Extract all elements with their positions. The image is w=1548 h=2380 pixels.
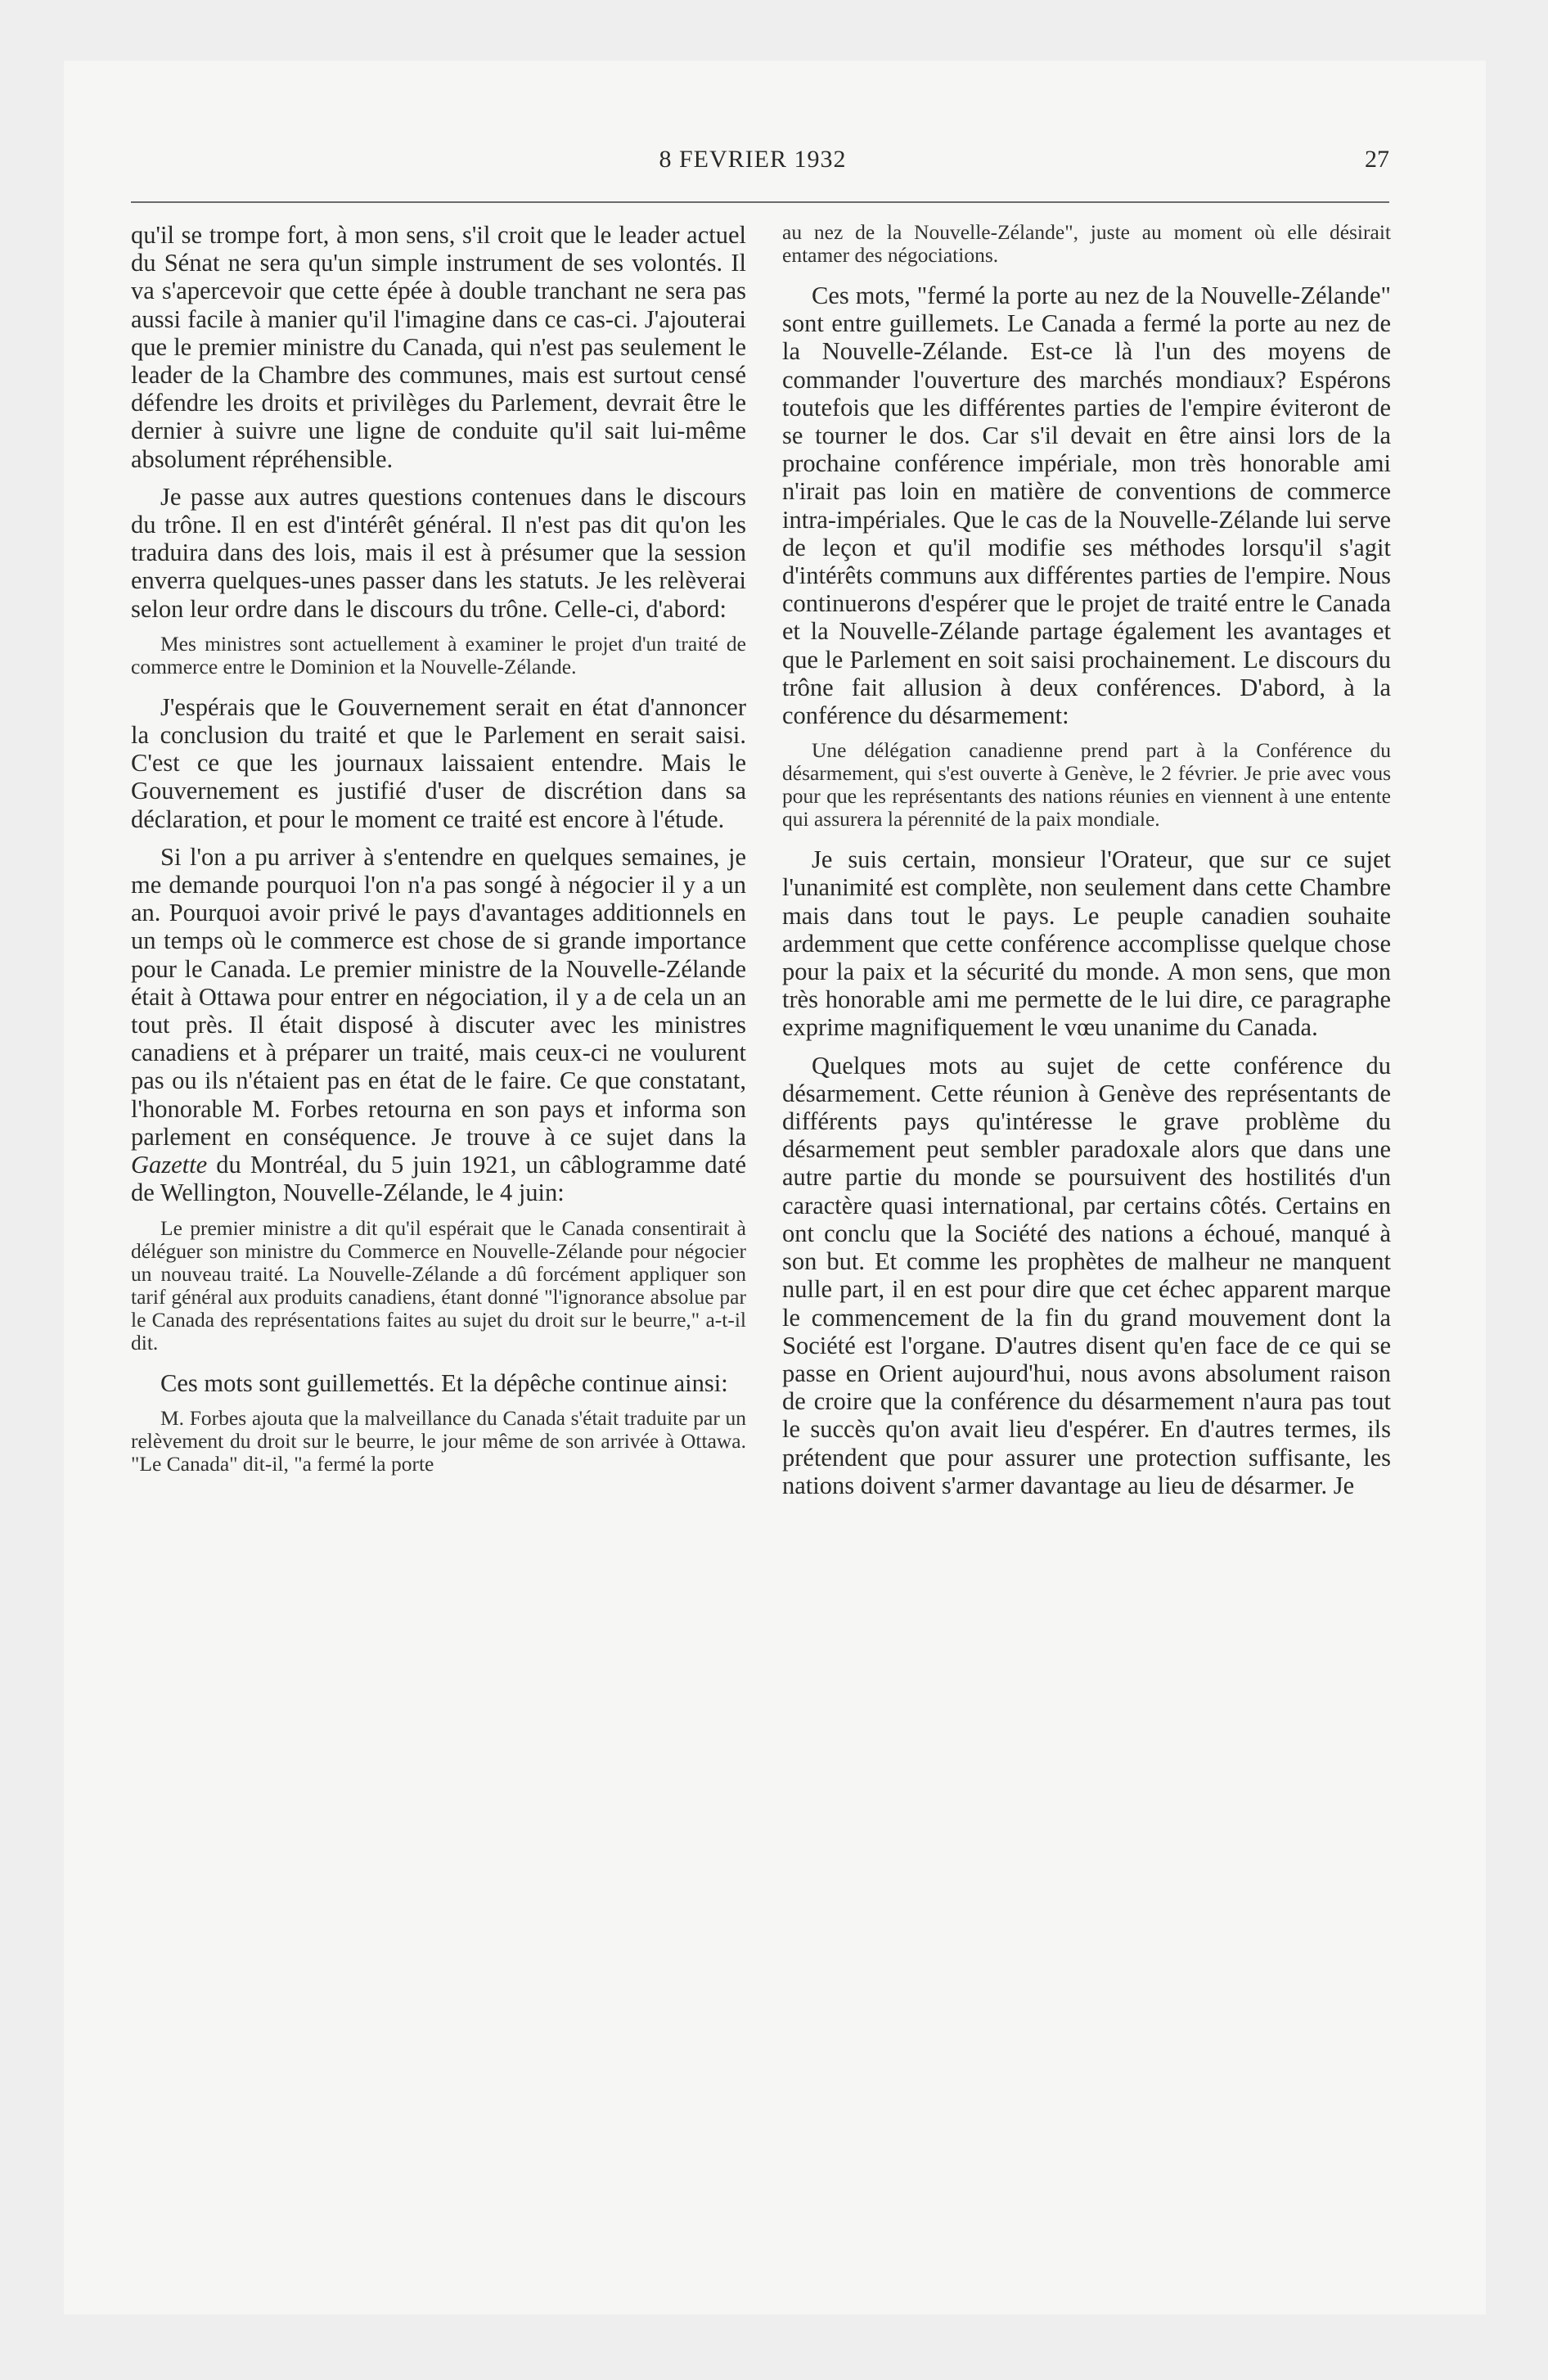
right-column bbox=[782, 221, 1391, 1499]
paragraph: qu'il se trompe fort, à mon sens, s'il croit que le leader actuel du Sénat ne sera qu'un simple instrument de ses volontés. Il va s'apercevoir que cette épée à double tranchant ne sera pas aussi facile à manier qu'il l'imagine dans ce cas-ci. J'ajouterai que le premier ministre du Canada, qui n'est pas seulement le leader de la Chambre des communes, mais est surtout censé défendre les droits et privilèges du Parlement, devrait être le dernier à suivre une ligne de conduite qu'il sait lui-même absolument répréhensible. bbox=[131, 221, 746, 473]
page-number: 27 bbox=[1365, 146, 1389, 173]
paragraph: Ces mots, "fermé la porte au nez de la Nouvelle-Zélande" sont entre guillemets. Le Canada a fermé la porte au nez de la Nouvelle-Zélande. Est-ce là l'un des moyens de commander l'ouverture des marchés mondiaux? Espérons toutefois que les différentes parties de l'empire éviteront de se tourner le dos. Car s'il devait en être ainsi lors de la prochaine conférence impériale, mon très honorable ami n'irait pas loin en matière de conventions de commerce intra-impériales. Que le cas de la Nouvelle-Zélande lui serve de leçon et qu'il modifie ses méthodes lorsqu'il s'agit d'intérêts communs aux différentes parties de l'empire. Nous continuerons d'espérer que le projet de traité entre le Canada et la Nouvelle-Zélande partage également les avantages et que le Parlement en soit saisi prochainement. Le discours du trône fait allusion à deux conférences. D'abord, à la conférence du désarmement: bbox=[782, 282, 1391, 730]
header-rule bbox=[131, 201, 1389, 203]
paragraph: Ces mots sont guillemettés. Et la dépêche continue ainsi: bbox=[160, 1368, 728, 1397]
page-header bbox=[116, 146, 1389, 180]
paragraph: Quelques mots au sujet de cette conférence du désarmement. Cette réunion à Genève des représentants de différents pays qu'intéresse le grave problème du désarmement peut sembler paradoxale alors que dans une autre partie du monde se poursuivent des hostilités d'un caractère quasi international, par certains côtés. Certains en ont conclu que la Société des nations a échoué, manqué à son but. Et comme les prophètes de malheur ne manquent nulle part, il en est pour dire que cet échec apparent marque le commencement de la fin du grand mouvement dont la Société est l'organe. D'autres disent qu'en face de ce qui se passe en Orient aujourd'hui, nous avons absolument raison de croire que la conférence du désarmement n'aura pas tout le succès qu'on avait lieu d'espérer. En d'autres termes, ils prétendent que pour assurer une protection suffisante, les nations doivent s'armer davantage au lieu de désarmer. Je bbox=[782, 1051, 1391, 1499]
quotation: au nez de la Nouvelle-Zélande", juste au moment où elle désirait entamer des négociations. bbox=[782, 220, 1391, 267]
quotation: Le premier ministre a dit qu'il espérait que le Canada consentirait à déléguer son ministre du Commerce en Nouvelle-Zélande pour négocier un nouveau traité. La Nouvelle-Zélande a dû forcément appliquer son tarif général aux produits canadiens, étant donné "l'ignorance absolue par le Canada des représentations faites au sujet du droit sur le beurre," a-t-il dit. bbox=[131, 1215, 746, 1355]
paragraph-text: du Montréal, du 5 juin 1921, un câblogramme daté de Wellington, Nouvelle-Zélande, le 4 juin: bbox=[131, 1151, 746, 1207]
quotation: M. Forbes ajouta que la malveillance du Canada s'était traduite par un relèvement du droit sur le beurre, le jour même de son arrivée à Ottawa. "Le Canada" dit-il, "a fermé la porte bbox=[131, 1405, 746, 1476]
paragraph: J'espérais que le Gouvernement serait en état d'annoncer la conclusion du traité et que le Parlement en serait saisi. C'est ce que les journaux laissaient entendre. Mais le Gouvernement es justifié d'user de discrétion dans sa déclaration, et pour le moment ce traité est encore à l'étude. bbox=[131, 692, 746, 833]
paragraph: Je suis certain, monsieur l'Orateur, que sur ce sujet l'unanimité est complète, non seulement dans cette Chambre mais dans tout le pays. Le peuple canadien souhaite ardemment que cette conférence accomplisse quelque chose pour la paix et la sécurité du monde. A mon sens, que mon très honorable ami me permette de le lui dire, ce paragraphe exprime magnifiquement le vœu unanime du Canada. bbox=[782, 845, 1391, 1042]
quotation: Une délégation canadienne prend part à la Conférence du désarmement, qui s'est ouverte à Genève, le 2 février. Je prie avec vous pour que les représentants des nations réunies en viennent à une entente qui assurera la pérennité de la paix mondiale. bbox=[782, 738, 1391, 832]
page-date: 8 FEVRIER 1932 bbox=[659, 146, 847, 173]
quotation: Mes ministres sont actuellement à examiner le projet d'un traité de commerce entre le Dominion et la Nouvelle-Zélande. bbox=[131, 631, 746, 678]
italic-title: Gazette bbox=[131, 1151, 208, 1179]
paragraph-text: Si l'on a pu arriver à s'entendre en quelques semaines, je me demande pourquoi l'on n'a pas songé à négocier il y a un an. Pourquoi avoir privé le pays d'avantages additionnels en un temps où le commerce est chose de si grande importance pour le Canada. Le premier ministre de la Nouvelle-Zélande était à Ottawa pour entrer en négociation, il y a de cela un an tout près. Il était disposé à discuter avec les ministres canadiens et à préparer un traité, mais ceux-ci ne voulurent pas ou ils n'étaient pas en état de le faire. Ce que constatant, l'honorable M. Forbes retourna en son pays et informa son parlement en conséquence. Je trouve à ce sujet dans la bbox=[131, 842, 746, 1151]
paragraph bbox=[131, 843, 746, 1207]
paragraph: Je passe aux autres questions contenues dans le discours du trône. Il en est d'intérêt général. Il n'est pas dit qu'on les traduira dans des lois, mais il est à présumer que la session enverra quelques-unes passer dans les statuts. Je les relèverai selon leur ordre dans le discours du trône. Celle-ci, d'abord: bbox=[131, 482, 746, 623]
left-column bbox=[131, 221, 746, 1476]
